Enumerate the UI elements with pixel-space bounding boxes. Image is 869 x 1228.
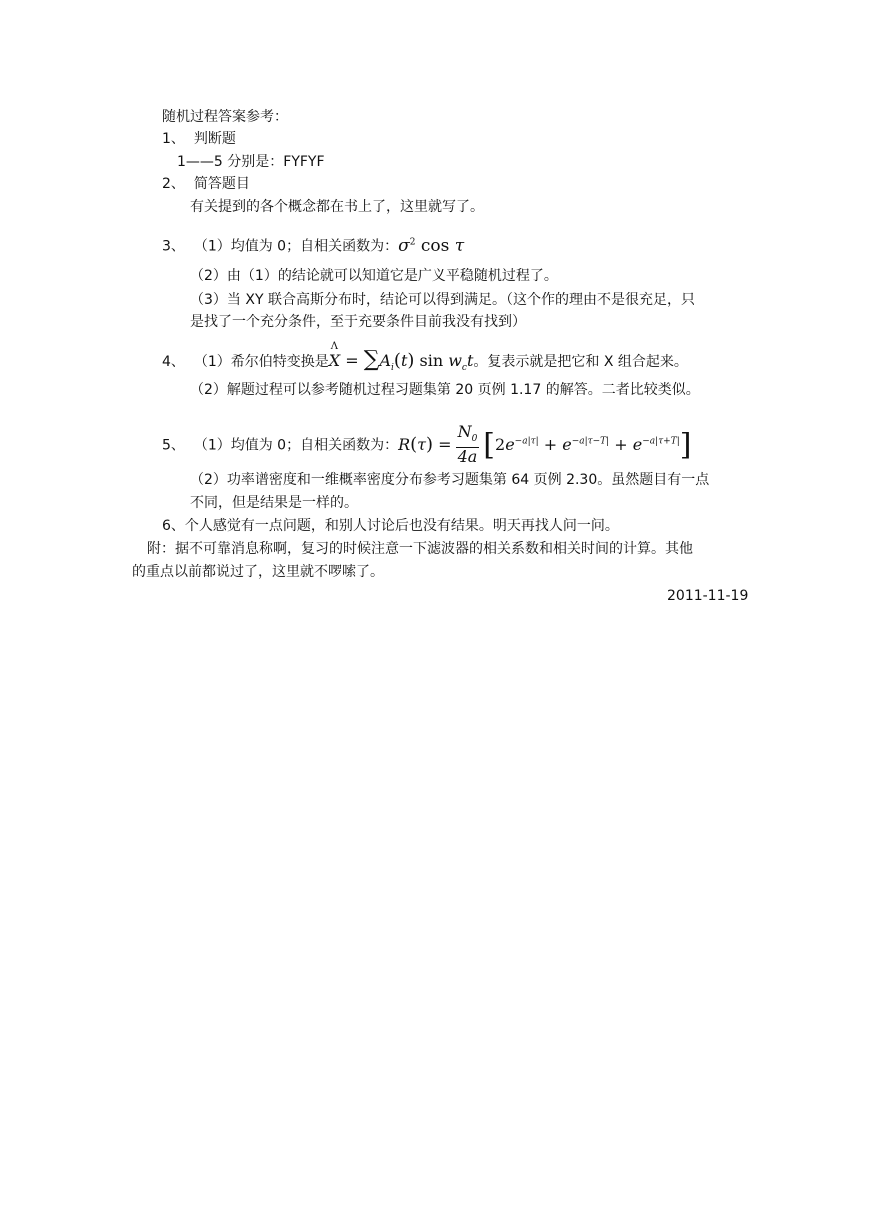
q3-part1-text: （1）均值为 0；自相关函数为： (193, 238, 399, 255)
q3-part1-line (162, 232, 464, 257)
q4-part1-line (162, 341, 688, 378)
q3-formula: $\sigma^2$ cos τ (398, 235, 465, 256)
q1-heading: 判断题 (193, 131, 236, 147)
q1-number: 1、 (162, 131, 185, 147)
q4-part1-after: 。复表示就是把它和 X 组合起来。 (473, 354, 688, 370)
q4-formula: X Λ = $\sum A_i(t)$ $\sin w_ct$ (328, 341, 474, 374)
q5-part2-line1: （2）功率谱密度和一维概率密度分布参考习题集第 64 页例 2.30。虽然题目有一点 (190, 472, 710, 488)
q1-heading-line (162, 129, 236, 149)
q1-answer: 1——5 分别是：FYFYF (177, 154, 325, 170)
doc-title: 随机过程答案参考： (162, 109, 288, 125)
q3-part2: （2）由（1）的结论就可以知道它是广义平稳随机过程了。 (190, 268, 558, 284)
doc-date: 2011-11-19 (667, 588, 749, 604)
note-line2: 的重点以前都说过了，这里就不啰嗦了。 (132, 564, 384, 580)
q5-number: 5、 (162, 437, 185, 454)
q2-heading-line (162, 174, 250, 194)
q4-part2: （2）解题过程可以参考随机过程习题集第 20 页例 1.17 的解答。二者比较类似。 (190, 382, 700, 398)
q5-part1-line (162, 424, 691, 466)
q5-formula: R(τ) = $\frac{N_0}{4a}$ $[2e^{-a|\tau|} + e^{-a|\tau-T|} + e^{-a|\tau+T|}]$ (398, 422, 692, 467)
q6-text: 6、个人感觉有一点问题，和别人讨论后也没有结果。明天再找人问一问。 (162, 518, 619, 534)
q4-part1-text: （1）希尔伯特变换是 (193, 354, 329, 370)
q2-number: 2、 (162, 176, 185, 192)
q3-part3-line2: 是找了一个充分条件，至于充要条件目前我没有找到） (190, 314, 526, 330)
q2-answer: 有关提到的各个概念都在书上了，这里就写了。 (190, 199, 484, 215)
note-line1: 附：据不可靠消息称啊，复习的时候注意一下滤波器的相关系数和相关时间的计算。其他 (147, 541, 693, 557)
q5-part1-text: （1）均值为 0；自相关函数为： (193, 437, 399, 454)
q4-number: 4、 (162, 354, 185, 370)
q2-heading: 简答题目 (193, 176, 250, 192)
q3-part3-line1: （3）当 XY 联合高斯分布时，结论可以得到满足。（这个作的理由不是很充足，只 (190, 292, 695, 308)
q5-part2-line2: 不同，但是结果是一样的。 (190, 495, 358, 511)
q3-number: 3、 (162, 238, 185, 255)
